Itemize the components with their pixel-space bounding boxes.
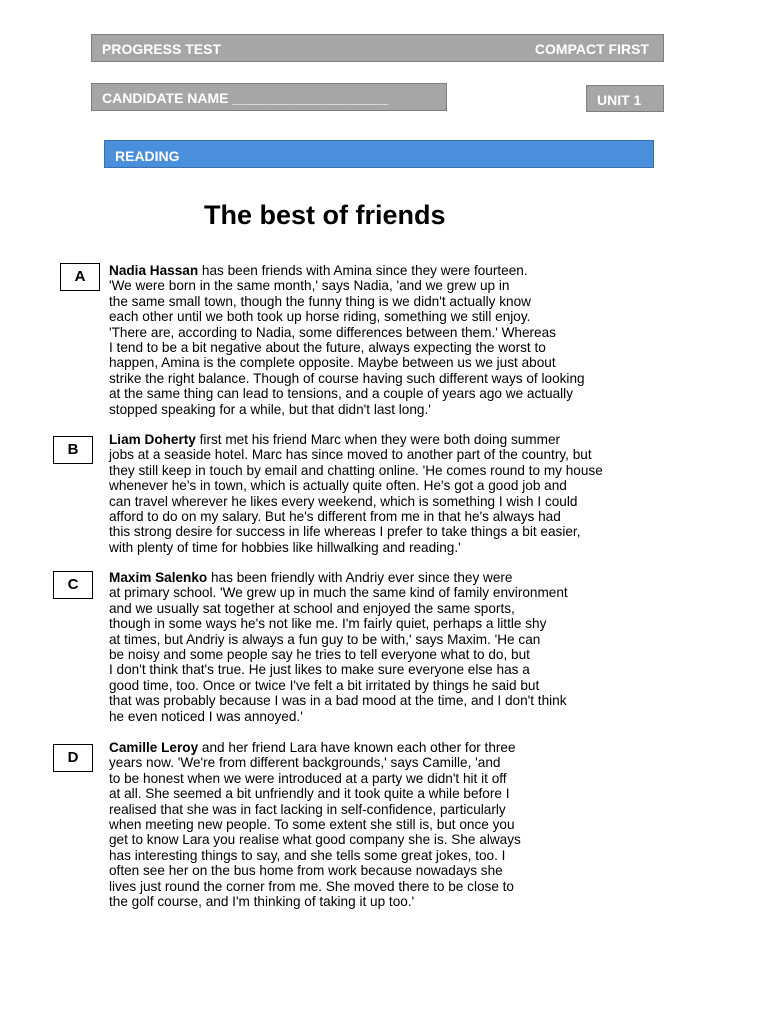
paragraph-line: realised that she was in fact lacking in self-confidence, particularly [109,801,506,817]
paragraph-line: good time, too. Once or twice I've felt a bit irritated by things he said but [109,677,540,693]
candidate-name-bar [91,83,447,111]
paragraph-line-text: has been friends with Amina since they were fourteen. [198,263,528,278]
paragraph-line: strike the right balance. Though of course having such different ways of looking [109,370,585,386]
paragraph-line: the same small town, though the funny thing is we didn't actually know [109,293,531,309]
person-name: Camille Leroy [109,740,199,755]
paragraph-line: can travel wherever he likes every weekend, which is something I wish I could [109,493,578,509]
paragraph-line-text: and her friend Lara have known each other for three [198,740,516,755]
paragraph-line: afford to do on my salary. But he's different from me in that he's always had [109,509,561,525]
paragraph-line-text: has been friendly with Andriy ever since they were [207,570,513,585]
person-name: Nadia Hassan [109,263,199,278]
paragraph-line [109,263,649,278]
paragraph-line: he even noticed I was annoyed.' [109,708,303,724]
paragraph-line: has interesting things to say, and she tells some great jokes, too. I [109,847,506,863]
unit-label: UNIT 1 [597,92,642,108]
paragraph-line: with plenty of time for hobbies like hillwalking and reading.' [109,539,461,555]
paragraph-a [109,263,649,417]
paragraph-line: I don't think that's true. He just likes to make sure everyone else has a [109,662,530,678]
paragraph-line: 'There are, according to Nadia, some differences between them.' Whereas [109,324,556,340]
paragraph-line: 'We were born in the same month,' says Nadia, 'and we grew up in [109,278,510,294]
paragraph-line: the golf course, and I'm thinking of taking it up too.' [109,894,415,910]
paragraph-letter-b: B [53,436,93,464]
progress-test-label: PROGRESS TEST [102,41,222,57]
paragraph-line: years now. 'We're from different backgrounds,' says Camille, 'and [109,755,501,771]
paragraph-line: at times, but Andriy is always a fun guy to be with,' says Maxim. 'He can [109,631,541,647]
section-label: READING [115,148,180,164]
paragraph-line: I tend to be a bit negative about the future, always expecting the worst to [109,340,546,356]
paragraph-line-text: first met his friend Marc when they were both doing summer [195,432,561,447]
paragraph-line [109,740,649,755]
page-title: The best of friends [204,200,446,230]
paragraph-line: that was probably because I was in a bad mood at the time, and I don't think [109,693,567,709]
header-bar [91,34,664,62]
paragraph-d [109,740,649,909]
section-bar [104,140,654,168]
person-name: Liam Doherty [109,432,196,447]
paragraph-line: at all. She seemed a bit unfriendly and it took quite a while before I [109,786,510,802]
paragraph-c [109,570,649,724]
paragraph-line: though in some ways he's not like me. I'm fairly quiet, perhaps a little shy [109,616,547,632]
paragraph-line: whenever he's in town, which is actually quite often. He's got a good job and [109,478,567,494]
paragraph-line: each other until we both took up horse riding, something we still enjoy. [109,309,531,325]
paragraph-letter-d: D [53,744,93,772]
paragraph-line: stopped speaking for a while, but that didn't last long.' [109,401,431,417]
candidate-name-label: CANDIDATE NAME ____________________ [102,90,389,106]
paragraph-line: lives just round the corner from me. She moved there to be close to [109,878,514,894]
paragraph-line: get to know Lara you realise what good company she is. She always [109,832,521,848]
paragraph-letter-c: C [53,571,93,599]
compact-first-label: COMPACT FIRST [534,41,649,57]
paragraph-line: be noisy and some people say he tries to tell everyone what to do, but [109,647,530,663]
paragraph-line: when meeting new people. To some extent she still is, but once you [109,817,515,833]
paragraph-line: happen, Amina is the complete opposite. Maybe between us we just about [109,355,556,371]
paragraph-letter-a: A [60,263,100,291]
paragraph-line: and we usually sat together at school and enjoyed the same sports, [109,600,515,616]
person-name: Maxim Salenko [109,570,208,585]
unit-badge [586,85,664,112]
paragraph-b [109,432,649,555]
paragraph-line [109,570,649,585]
paragraph-line [109,432,649,447]
paragraph-line: this strong desire for success in life whereas I prefer to take things a bit easier, [109,524,581,540]
paragraph-line: jobs at a seaside hotel. Marc has since moved to another part of the country, but [109,447,592,463]
paragraph-line: at the same thing can lead to tensions, and a couple of years ago we actually [109,386,573,402]
paragraph-line: often see her on the bus home from work because nowadays she [109,863,503,879]
paragraph-line: they still keep in touch by email and chatting online. 'He comes round to my house [109,462,603,478]
paragraph-line: at primary school. 'We grew up in much the same kind of family environment [109,585,568,601]
paragraph-line: to be honest when we were introduced at a party we didn't hit it off [109,770,507,786]
